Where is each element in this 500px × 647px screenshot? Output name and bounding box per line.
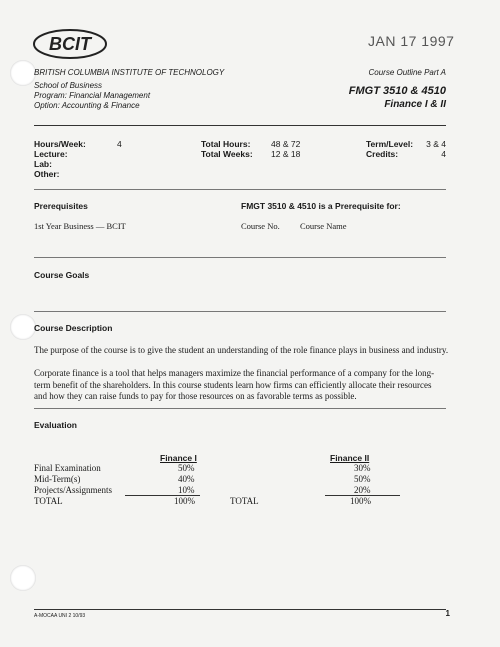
description-line: and how they can raise funds to pay for those resources on as favorable terms as possible.: [34, 391, 357, 401]
course-goals-heading: Course Goals: [34, 270, 90, 280]
row-label: Mid-Term(s): [34, 474, 81, 484]
evaluation-heading: Evaluation: [34, 420, 77, 430]
program-name: Program: Financial Management: [34, 91, 151, 100]
total-weeks-label: Total Weeks:: [201, 149, 253, 159]
credits-label: Credits:: [366, 149, 399, 159]
option-name: Option: Accounting & Finance: [34, 101, 140, 110]
divider: [34, 311, 446, 312]
svg-text:BCIT: BCIT: [49, 34, 91, 54]
institute-name: BRITISH COLUMBIA INSTITUTE OF TECHNOLOGY: [34, 68, 225, 77]
course-code: FMGT 3510 & 4510: [348, 85, 446, 97]
row-label: Final Examination: [34, 463, 101, 473]
form-code: A-MOCAA UNI 2 10/93: [34, 613, 86, 619]
total-hours-value: 48 & 72: [271, 139, 301, 149]
course-title: Finance I & II: [384, 99, 446, 110]
lab-label: Lab:: [34, 159, 52, 169]
prerequisites-heading: Prerequisites: [34, 201, 88, 211]
punch-hole: [10, 314, 36, 340]
description-line: term benefit of the shareholders. In this course students learn how firms can efficiently allocate their resources: [34, 379, 432, 390]
finance-1-value: 10%: [178, 485, 195, 495]
bcit-logo: [30, 24, 110, 64]
term-level-value: 3 & 4: [426, 139, 446, 149]
outline-label: Course Outline Part A: [368, 68, 446, 77]
total-hours-label: Total Hours:: [201, 139, 251, 149]
hours-week-label: Hours/Week:: [34, 139, 86, 149]
description-paragraph: The purpose of the course is to give the student an understanding of the role finance plays in business and industry.: [34, 345, 449, 355]
course-name-column: Course Name: [300, 221, 347, 231]
received-date-stamp: JAN 17 1997: [368, 33, 455, 49]
hours-week-value: 4: [117, 139, 122, 149]
total-weeks-value: 12 & 18: [271, 149, 301, 159]
row-label: Projects/Assignments: [34, 485, 112, 495]
credits-value: 4: [441, 149, 446, 159]
prerequisite-item: 1st Year Business — BCIT: [34, 221, 126, 231]
course-no-column: Course No.: [241, 221, 280, 231]
term-level-label: Term/Level:: [366, 139, 414, 149]
school-name: School of Business: [34, 81, 103, 90]
finance-2-value: 30%: [354, 463, 371, 473]
prerequisite-for-heading: FMGT 3510 & 4510 is a Prerequisite for:: [241, 201, 401, 211]
other-label: Other:: [34, 169, 60, 179]
footer-rule: [34, 609, 446, 610]
finance-2-value: 20%: [354, 485, 371, 495]
finance-1-value: 50%: [178, 463, 195, 473]
course-description-heading: Course Description: [34, 323, 113, 333]
description-line: Corporate finance is a tool that helps managers maximize the financial performance of a company for the long-: [34, 368, 435, 378]
finance-1-value: 100%: [174, 496, 195, 506]
lecture-label: Lecture:: [34, 149, 68, 159]
row-label: TOTAL: [34, 496, 63, 506]
finance-1-heading: Finance I: [160, 453, 197, 463]
divider: [34, 125, 446, 126]
finance-2-heading: Finance II: [330, 453, 370, 463]
divider: [34, 408, 446, 409]
divider: [34, 257, 446, 258]
page-number: 1: [445, 609, 450, 618]
finance-2-value: 100%: [350, 496, 371, 506]
description-paragraph: [34, 368, 454, 403]
divider: [34, 189, 446, 190]
total-label: TOTAL: [230, 496, 259, 506]
punch-hole: [10, 565, 36, 591]
finance-1-value: 40%: [178, 474, 195, 484]
finance-2-value: 50%: [354, 474, 371, 484]
